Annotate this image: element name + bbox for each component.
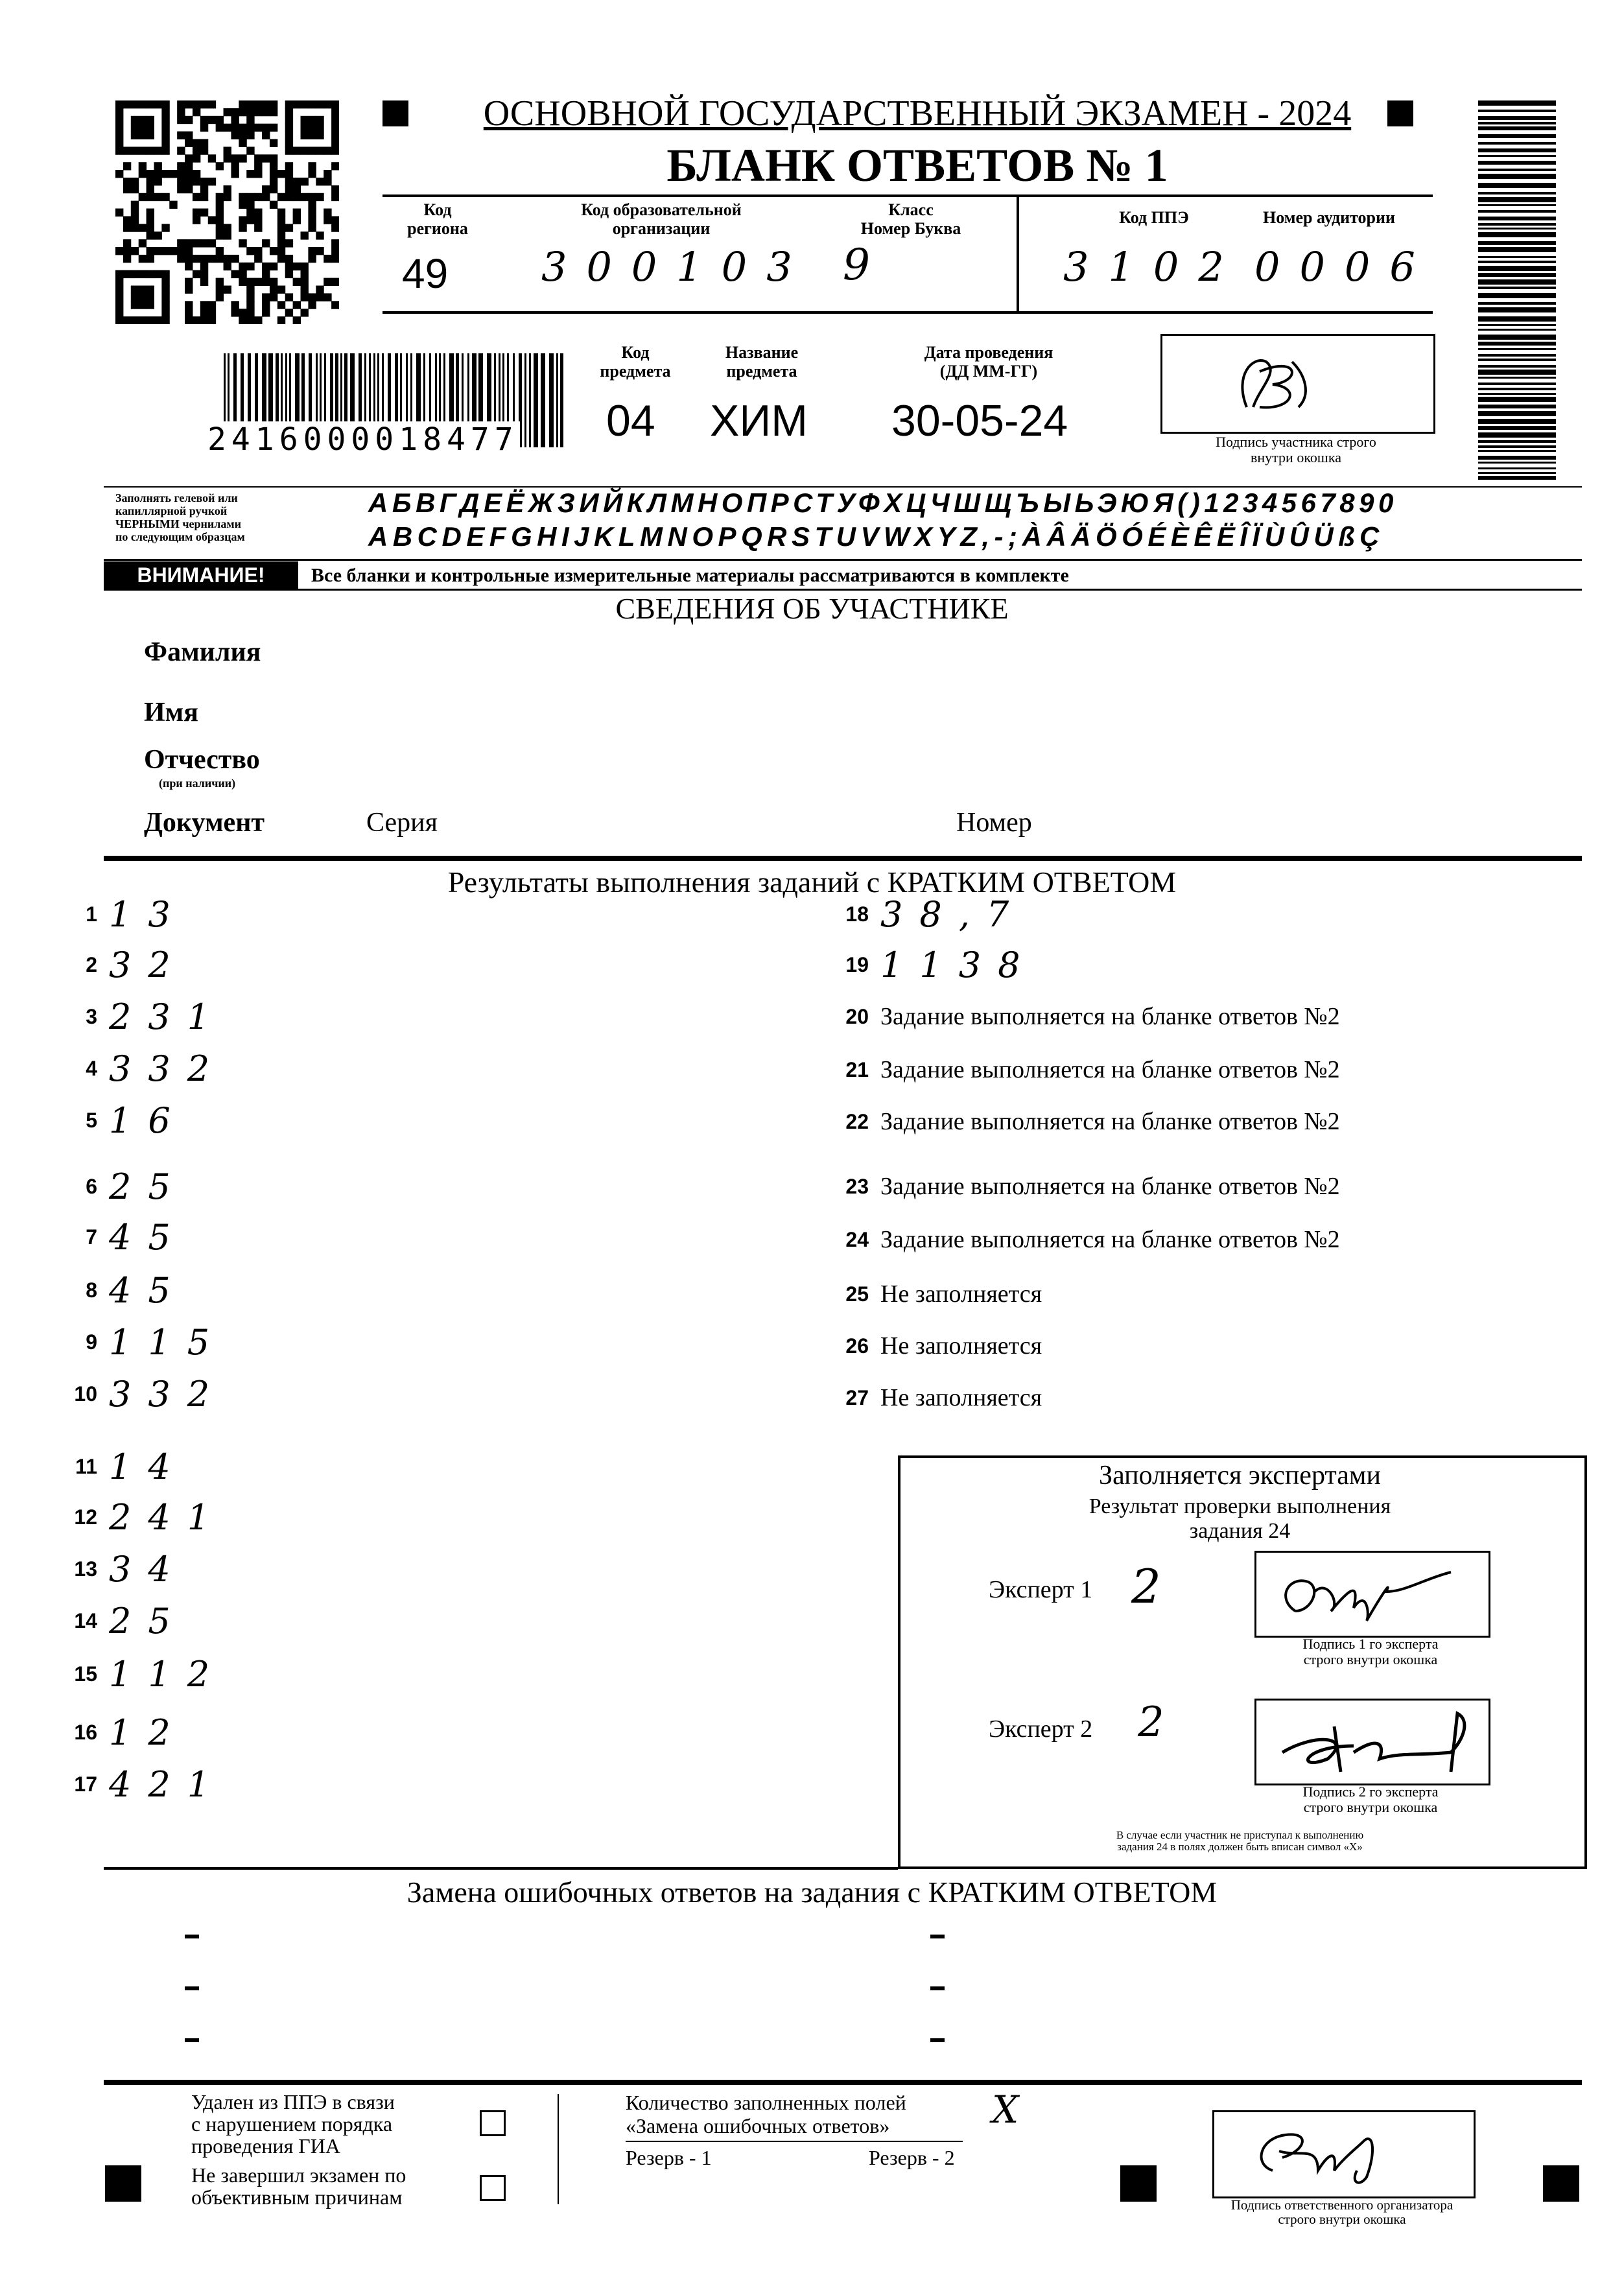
answer-number: 23 [845,1174,869,1198]
corner-marker [1387,100,1413,126]
corner-marker [1120,2165,1157,2202]
expert2-score[interactable]: 2 [1138,1699,1164,1747]
organizer-signature-box[interactable] [1212,2110,1476,2198]
number-label: Номер [956,808,1032,838]
barcode-digits: 2416000018477 [207,421,519,458]
answer-number: 18 [845,902,869,926]
form-title: БЛАНК ОТВЕТОВ № 1 [666,139,1168,191]
answer-value[interactable]: 25 [109,1600,187,1642]
answer-row [58,1046,226,1091]
answer-number: 14 [74,1608,97,1632]
answer-number: 11 [75,1454,97,1478]
answer-row [58,942,187,987]
removed-label: Удален из ППЭ в связи с нарушением порядка проведения ГИА [191,2090,395,2158]
answer-number: 8 [86,1278,97,1302]
answer-row [58,1267,187,1313]
replacement-count-label: Количество заполненных полей «Замена ошибочных ответов» [626,2091,906,2137]
answer-row [58,1546,187,1592]
answer-note: Не заполняется [880,1384,1042,1411]
answer-value[interactable]: 1138 [880,944,1037,985]
answer-value[interactable]: 13 [109,893,187,935]
answer-row [58,1098,187,1143]
answer-number: 16 [74,1720,97,1744]
answer-number: 27 [845,1385,869,1409]
answer-value[interactable]: 332 [109,1373,227,1415]
exam-title: ОСНОВНОЙ ГОСУДАРСТВЕННЫЙ ЭКЗАМЕН - 2024 [483,93,1352,134]
surname-label: Фамилия [144,637,261,667]
expert2-signature-box[interactable] [1254,1699,1490,1785]
corner-marker [382,100,408,126]
warning-badge: ВНИМАНИЕ! [104,561,298,589]
answer-value[interactable]: 45 [109,1216,187,1258]
answer-number: 21 [845,1057,869,1081]
participant-section-title: СВЕДЕНИЯ ОБ УЧАСТНИКЕ [615,592,1009,625]
class-label: Класс Номер Буква [860,200,961,238]
answer-note: Задание выполняется на бланке ответов №2 [880,1056,1340,1083]
answer-value[interactable]: 12 [109,1712,187,1753]
answer-value[interactable]: 38,7 [880,893,1026,935]
answer-value[interactable]: 115 [109,1321,227,1363]
participant-signature-box[interactable] [1160,334,1435,434]
answer-value[interactable]: 45 [109,1269,187,1311]
sample-latin: ABCDEFGHIJKLMNOPQRSTUVWXYZ,-;ÀÂÄÖÓÉÈÊËÎÏÙÛÜßÇ [368,521,1385,552]
answer-row [830,1271,1042,1317]
answer-row [830,1099,1340,1144]
sample-instruction: Заполнять гелевой или капиллярной ручкой ЧЕРНЫМИ чернилами по следующим образцам [115,491,245,543]
answer-number: 3 [86,1004,97,1028]
replacement-slot[interactable] [930,1986,945,1990]
answer-row [58,1214,187,1260]
answer-row [58,1651,226,1697]
answer-note: Задание выполняется на бланке ответов №2 [880,1226,1340,1253]
answer-number: 26 [845,1334,869,1358]
replacement-slot[interactable] [185,1986,199,1990]
subject-name-value[interactable]: ХИМ [710,396,808,445]
answer-number: 10 [74,1382,97,1406]
answer-row [58,1710,187,1755]
answer-row [830,891,1026,937]
short-answers-title: Результаты выполнения заданий с КРАТКИМ ОТВЕТОМ [447,865,1177,899]
region-value[interactable]: 49 [402,250,449,297]
answer-number: 12 [74,1505,97,1529]
replacement-slot[interactable] [185,2038,199,2042]
answer-number: 20 [845,1004,869,1028]
side-barcode [1478,100,1556,483]
subject-name-label: Название предмета [725,343,799,381]
answer-number: 4 [86,1056,97,1080]
reserve-2: Резерв - 2 [869,2146,955,2169]
room-label: Номер аудитории [1263,208,1395,227]
replacement-slot[interactable] [185,1935,199,1938]
corner-marker [1543,2165,1579,2202]
answer-number: 5 [86,1108,97,1132]
answer-note: Не заполняется [880,1280,1042,1308]
experts-subtitle: Результат проверки выполнения задания 24 [1089,1494,1391,1543]
experts-note: В случае если участник не приступал к выполнению задания 24 в полях должен быть вписан символ «Х» [1116,1829,1364,1853]
ppe-label: Код ППЭ [1119,208,1189,227]
patronymic-note: (при наличии) [159,777,236,790]
participant-signature-caption: Подпись участника строго внутри окошка [1216,434,1376,466]
room-value[interactable]: 0006 [1254,243,1435,290]
answer-row [58,1444,187,1489]
answer-note: Задание выполняется на бланке ответов №2 [880,1173,1340,1200]
answer-value[interactable]: 14 [109,1446,187,1487]
answer-row [58,1761,226,1807]
replacement-title: Замена ошибочных ответов на задания с КРАТКИМ ОТВЕТОМ [406,1876,1218,1909]
expert1-signature-box[interactable] [1254,1551,1490,1638]
answer-note: Не заполняется [880,1332,1042,1360]
answer-number: 17 [74,1772,97,1796]
date-label: Дата проведения (ДД ММ-ГГ) [924,343,1053,381]
expert2-caption: Подпись 2 го эксперта строго внутри окошка [1302,1784,1439,1815]
patronymic-label: Отчество [144,745,260,775]
replacement-count-value[interactable]: X [992,2088,1019,2132]
answer-note: Задание выполняется на бланке ответов №2 [880,1003,1340,1030]
name-label: Имя [144,698,198,727]
series-label: Серия [366,808,438,838]
expert1-caption: Подпись 1 го эксперта строго внутри окошка [1302,1636,1439,1667]
replacement-slot[interactable] [930,2038,945,2042]
region-label: Код региона [407,200,468,238]
answer-row [830,1323,1042,1369]
answer-number: 6 [86,1174,97,1198]
expert1-score[interactable]: 2 [1131,1559,1161,1614]
answer-row [830,942,1037,987]
corner-marker [105,2165,141,2202]
answer-number: 9 [86,1330,97,1354]
not-finished-checkbox[interactable] [480,2175,506,2201]
answer-value[interactable]: 16 [109,1100,187,1141]
ppe-value[interactable]: 3102 [1063,243,1243,290]
answer-number: 19 [845,952,869,976]
expert2-label: Эксперт 2 [989,1715,1093,1743]
answer-number: 22 [845,1109,869,1133]
answer-number: 25 [845,1282,869,1306]
experts-title: Заполняется экспертами [1099,1461,1381,1490]
org-value[interactable]: 300103 [541,243,812,290]
answer-value[interactable]: 34 [109,1548,187,1590]
document-label: Документ [144,808,265,838]
answer-row [830,1164,1340,1209]
organizer-signature-caption: Подпись ответственного организатора строго внутри окошка [1230,2197,1453,2227]
answer-value[interactable]: 332 [109,1048,227,1089]
not-finished-label: Не завершил экзамен по объективным причинам [191,2163,406,2209]
answer-row [58,1598,187,1643]
answer-number: 7 [86,1225,97,1249]
answer-row [58,891,187,937]
answer-row [830,994,1340,1039]
answer-note: Задание выполняется на бланке ответов №2 [880,1108,1340,1135]
answer-number: 2 [86,952,97,976]
reserve-1: Резерв - 1 [626,2146,712,2169]
expert1-label: Эксперт 1 [989,1576,1093,1603]
answer-value[interactable]: 241 [109,1496,227,1538]
answer-number: 13 [74,1557,97,1581]
answer-number: 1 [86,902,97,926]
answer-row [830,1217,1340,1262]
answer-value[interactable]: 112 [109,1653,227,1695]
answer-row [58,1371,226,1417]
replacement-slot[interactable] [930,1935,945,1938]
answer-row [830,1047,1340,1092]
removed-checkbox[interactable] [480,2110,506,2136]
qr-code [115,100,339,324]
subject-code-label: Код предмета [600,343,671,381]
answer-value[interactable]: 421 [109,1763,227,1805]
answer-row [58,994,226,1039]
answer-number: 15 [74,1662,97,1686]
class-value[interactable]: 9 [843,240,870,290]
date-value[interactable]: 30-05-24 [891,396,1068,445]
answer-row [830,1375,1042,1420]
answer-value[interactable]: 32 [109,944,187,985]
org-label: Код образовательной организации [581,200,742,238]
answer-row [58,1319,226,1365]
answer-value[interactable]: 25 [109,1166,187,1207]
warning-text: Все бланки и контрольные измерительные материалы рассматриваются в комплекте [311,565,1069,586]
answer-value[interactable]: 231 [109,996,227,1037]
answer-row [58,1164,187,1209]
sample-cyrillic: АБВГДЕЁЖЗИЙКЛМНОПРСТУФХЦЧШЩЪЫЬЭЮЯ()1234567890 [368,488,1398,518]
answer-number: 24 [845,1227,869,1251]
answer-row [58,1494,226,1540]
subject-code-value[interactable]: 04 [606,396,655,445]
